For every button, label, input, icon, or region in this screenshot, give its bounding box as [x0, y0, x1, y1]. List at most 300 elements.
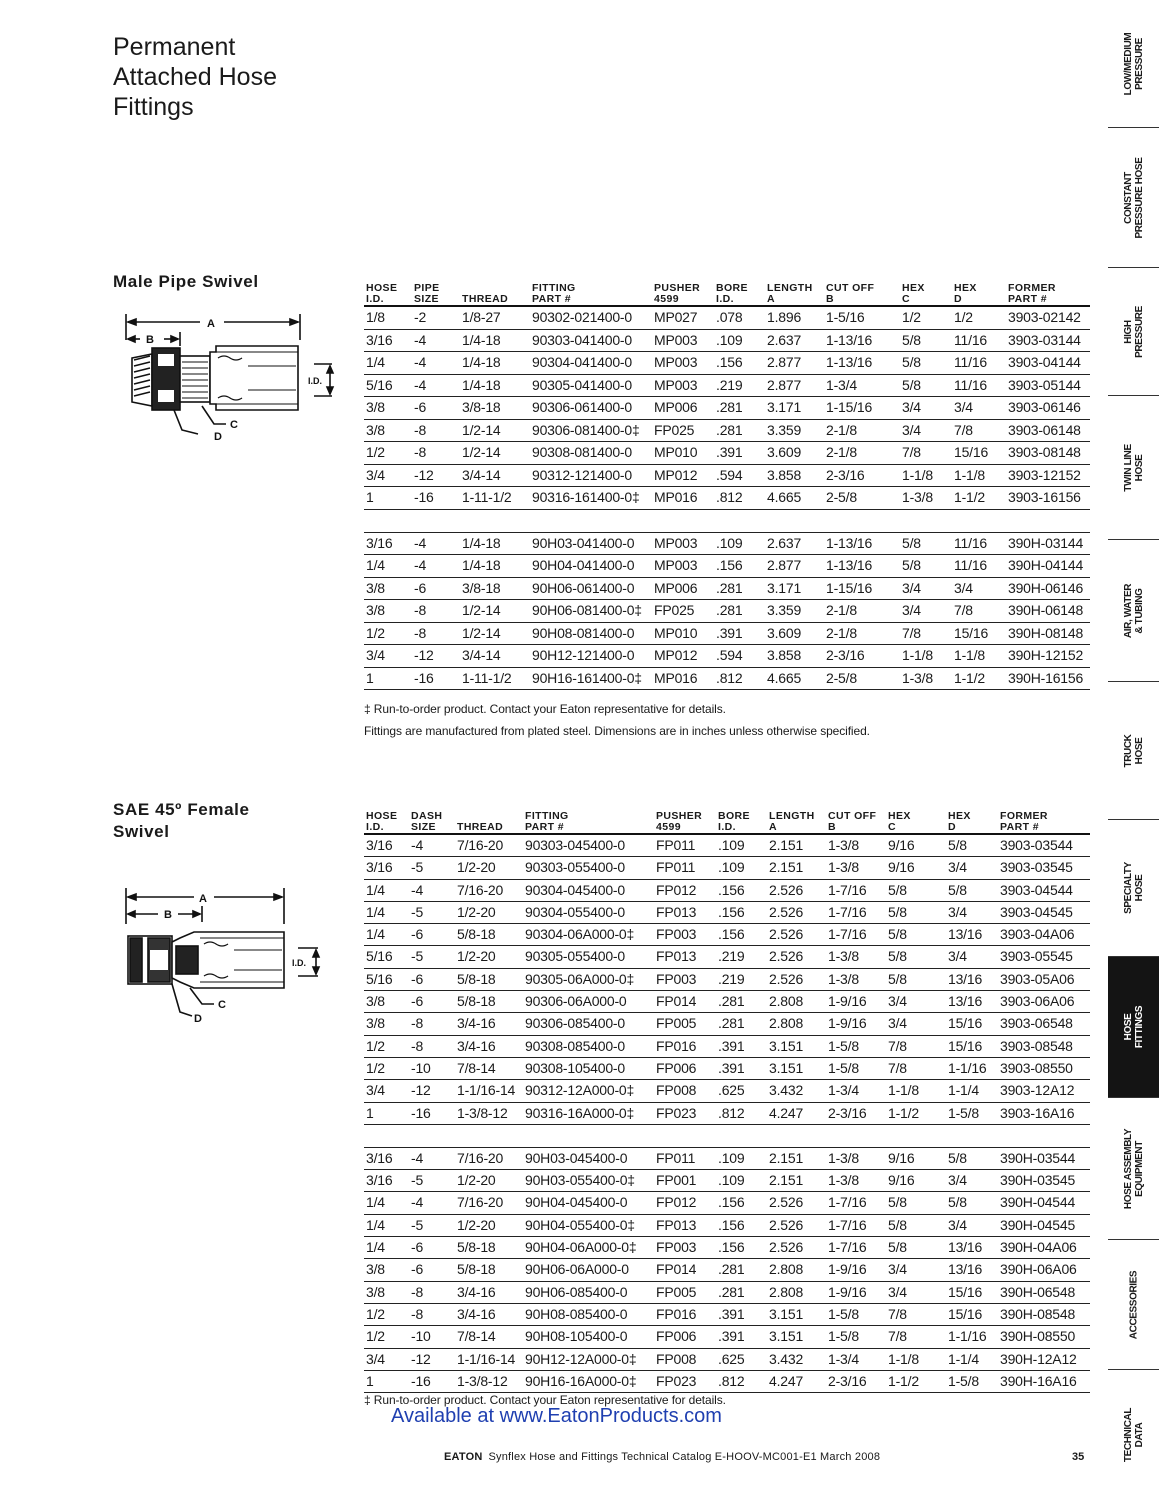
table-cell: 390H-03544 [998, 1147, 1090, 1169]
table-cell: 2.526 [767, 1214, 826, 1236]
table-row [364, 397, 1090, 420]
table-cell: 90H04-055400-0‡ [523, 1214, 654, 1236]
table-cell: -8 [412, 442, 460, 465]
table-cell: .078 [714, 306, 765, 329]
table-cell: 3903-04144 [1006, 352, 1090, 375]
table-cell: 3.151 [767, 1326, 826, 1348]
column-header: FITTING PART # [530, 283, 652, 306]
table-cell: 3903-05545 [998, 946, 1090, 968]
table-cell: 5/8-18 [455, 1259, 523, 1281]
table-cell: 2-3/16 [826, 1102, 886, 1124]
table-cell: 1-7/16 [826, 1214, 886, 1236]
table-cell: 5/8 [886, 901, 946, 923]
table-cell: 1-3/8-12 [455, 1370, 523, 1392]
table-cell: .219 [716, 946, 767, 968]
column-header: FORMER PART # [1006, 283, 1090, 306]
table-cell: 3/8 [364, 577, 412, 600]
table-row [364, 600, 1090, 623]
table-cell: 3/8-18 [460, 397, 530, 420]
table-cell: 390H-03144 [1006, 532, 1090, 555]
table-row [364, 1102, 1090, 1124]
table-cell: 5/8 [886, 879, 946, 901]
table-cell: 1/4 [364, 1214, 409, 1236]
table-cell: 90316-161400-0‡ [530, 487, 652, 510]
table-cell: 1-1/4 [946, 1080, 998, 1102]
table-cell: 1/2-20 [455, 1170, 523, 1192]
column-header: HOSE I.D. [364, 283, 412, 306]
table-cell: 1/2-20 [455, 901, 523, 923]
table-cell: -16 [409, 1370, 455, 1392]
table-cell: 15/16 [946, 1035, 998, 1057]
table-cell: .156 [716, 1237, 767, 1259]
table-cell: 390H-08148 [1006, 622, 1090, 645]
column-header: BORE I.D. [716, 811, 767, 834]
footer-brand: EATON [444, 1451, 483, 1463]
table-cell: 90H06-081400-0‡ [530, 600, 652, 623]
table-cell: 1-1/8 [900, 464, 952, 487]
table-cell: .109 [714, 329, 765, 352]
table-cell: -10 [409, 1057, 455, 1079]
section-title-line: Male Pipe Swivel [113, 272, 259, 291]
table-cell: 1 [364, 1370, 409, 1392]
table-cell: 1/8 [364, 306, 412, 329]
table-cell: -16 [409, 1102, 455, 1124]
table-cell: 3/16 [364, 329, 412, 352]
table-cell: 3.171 [765, 397, 824, 420]
table-cell: 90H08-085400-0 [523, 1303, 654, 1325]
column-header: HEX D [946, 811, 998, 834]
table-cell: 3/4 [900, 577, 952, 600]
table-cell: 90H16-161400-0‡ [530, 667, 652, 690]
dimension-label-b: B [164, 909, 172, 921]
table-cell: 2.877 [765, 352, 824, 375]
table-cell: 5/8 [900, 352, 952, 375]
table-cell: 7/8-14 [455, 1326, 523, 1348]
table-cell: 9/16 [886, 1147, 946, 1169]
group-spacer-row [364, 509, 1090, 532]
table-cell: 90303-041400-0 [530, 329, 652, 352]
table-cell: 1 [364, 1102, 409, 1124]
table-cell: 1-9/16 [826, 991, 886, 1013]
table-cell: 1/4-18 [460, 532, 530, 555]
table-cell: 7/16-20 [455, 1192, 523, 1214]
table-cell: 3.858 [765, 645, 824, 668]
table-cell: 3/8 [364, 397, 412, 420]
table-cell: 3903-06A06 [998, 991, 1090, 1013]
table-cell: 1-13/16 [824, 532, 900, 555]
table-cell: 1/4 [364, 352, 412, 375]
table-cell: 3903-05144 [1006, 374, 1090, 397]
table-cell: 90H06-085400-0 [523, 1281, 654, 1303]
table-cell: 7/8 [952, 419, 1006, 442]
table-cell: 1-11-1/2 [460, 487, 530, 510]
table-row [364, 532, 1090, 555]
table-cell: 1-5/8 [826, 1326, 886, 1348]
table-cell: -6 [409, 968, 455, 990]
table-row [364, 857, 1090, 879]
table-cell: 3903-06548 [998, 1013, 1090, 1035]
table-cell: 3903-06148 [1006, 419, 1090, 442]
table-cell: 1/4 [364, 924, 409, 946]
table-cell: 3903-04A06 [998, 924, 1090, 946]
table-cell: -6 [412, 397, 460, 420]
table-cell: .219 [716, 968, 767, 990]
table-cell: 1/4-18 [460, 352, 530, 375]
sidebar-tab-hose-fittings[interactable] [1108, 957, 1159, 1098]
table-cell: 1-5/16 [824, 306, 900, 329]
table-cell: 3903-05A06 [998, 968, 1090, 990]
table-cell: 5/8 [946, 879, 998, 901]
column-header: PIPE SIZE [412, 283, 460, 306]
table-cell: 90304-041400-0 [530, 352, 652, 375]
table-cell: 3/4 [364, 1080, 409, 1102]
table-cell: 1/8-27 [460, 306, 530, 329]
sidebar-tab-label: HOSE [1133, 874, 1145, 902]
table-cell: 1/4 [364, 879, 409, 901]
dimension-label-d: D [194, 1013, 202, 1025]
table-cell: 7/8 [900, 622, 952, 645]
table-cell: 1/4 [364, 1192, 409, 1214]
table-cell: 1/2-20 [455, 1214, 523, 1236]
table-cell: 11/16 [952, 532, 1006, 555]
table-cell: 90305-041400-0 [530, 374, 652, 397]
table-cell: -8 [409, 1303, 455, 1325]
table-cell: 1-3/8 [900, 487, 952, 510]
table-cell: 5/8 [900, 329, 952, 352]
column-header: LENGTH A [767, 811, 826, 834]
sidebar-tab-high-pressure[interactable] [1108, 268, 1159, 396]
table-cell: 1/2 [364, 1303, 409, 1325]
table-row [364, 1303, 1090, 1325]
table-cell: .109 [714, 532, 765, 555]
table-cell: FP013 [654, 1214, 716, 1236]
table-cell: 2.877 [765, 555, 824, 578]
table-cell: 2.526 [767, 924, 826, 946]
table-cell: -12 [412, 464, 460, 487]
table-cell: 3.151 [767, 1303, 826, 1325]
table-cell: 5/8-18 [455, 991, 523, 1013]
sidebar-tab-label: PRESSURE [1133, 305, 1145, 358]
availability-link[interactable]: Available at www.EatonProducts.com [391, 1405, 722, 1427]
table-cell: 390H-04544 [998, 1192, 1090, 1214]
table-row [364, 1192, 1090, 1214]
table-row [364, 352, 1090, 375]
sidebar-tab-constant-pressure-hose[interactable] [1108, 128, 1159, 268]
table-cell: FP001 [654, 1170, 716, 1192]
table-cell: 3.609 [765, 442, 824, 465]
sae-45-female-swivel-table [364, 811, 1090, 1393]
table-cell: 90H12-12A000-0‡ [523, 1348, 654, 1370]
table-cell: 5/8 [886, 1214, 946, 1236]
sidebar-tab-truck-hose[interactable] [1108, 682, 1159, 820]
table-cell: 1/2 [364, 442, 412, 465]
table-cell: 5/8-18 [455, 924, 523, 946]
table-row [364, 1080, 1090, 1102]
table-cell: 1/4-18 [460, 555, 530, 578]
table-cell: FP014 [654, 991, 716, 1013]
table-cell: FP003 [654, 968, 716, 990]
table-cell: 1-5/8 [826, 1303, 886, 1325]
table-cell: 5/8 [886, 968, 946, 990]
table-header-row [364, 811, 1090, 834]
table-cell: 13/16 [946, 1259, 998, 1281]
table-cell: 90303-055400-0 [523, 857, 654, 879]
footnote-run-to-order: ‡ Run-to-order product. Contact your Eaton representative for details. [364, 702, 726, 716]
dimension-label-c: C [218, 999, 226, 1011]
table-cell: .109 [716, 834, 767, 857]
table-cell: FP008 [654, 1348, 716, 1370]
table-cell: .109 [716, 857, 767, 879]
table-cell: 3/4-14 [460, 645, 530, 668]
table-cell: 3/8 [364, 419, 412, 442]
sidebar-tab-label: DATA [1133, 1422, 1145, 1448]
table-cell: 3903-04544 [998, 879, 1090, 901]
table-cell: MP027 [652, 306, 714, 329]
table-cell: -6 [409, 924, 455, 946]
sidebar-tab-low-medium-pressure[interactable] [1108, 0, 1159, 128]
table-cell: FP023 [654, 1370, 716, 1392]
table-cell: -6 [412, 577, 460, 600]
table-cell: 1-7/16 [826, 1237, 886, 1259]
table-cell: -4 [409, 1192, 455, 1214]
dimension-label-a: A [199, 893, 207, 905]
table-cell: -16 [412, 487, 460, 510]
table-cell: .391 [714, 442, 765, 465]
table-cell: .109 [716, 1170, 767, 1192]
sidebar-tab-label: ACCESSORIES [1128, 1270, 1139, 1339]
table-cell: 15/16 [952, 442, 1006, 465]
table-row [364, 419, 1090, 442]
table-cell: -12 [409, 1080, 455, 1102]
table-cell: -4 [409, 1147, 455, 1169]
sidebar-tab-twin-line-hose[interactable] [1108, 396, 1159, 540]
table-cell: 3/4-14 [460, 464, 530, 487]
table-row [364, 577, 1090, 600]
table-cell: 2.808 [767, 1013, 826, 1035]
column-header: FITTING PART # [523, 811, 654, 834]
table-cell: 3/8 [364, 991, 409, 1013]
column-header: THREAD [455, 811, 523, 834]
table-cell: 2.808 [767, 991, 826, 1013]
table-cell: 2.526 [767, 946, 826, 968]
table-cell: 3.151 [767, 1057, 826, 1079]
table-cell: 3903-06146 [1006, 397, 1090, 420]
table-cell: -8 [409, 1281, 455, 1303]
table-cell: 1/2-14 [460, 622, 530, 645]
table-cell: 3/16 [364, 1170, 409, 1192]
table-cell: 1/2 [364, 622, 412, 645]
table-cell: 1/2-14 [460, 419, 530, 442]
spacer-cell [364, 1124, 1090, 1147]
table-row [364, 968, 1090, 990]
table-cell: 3903-02142 [1006, 306, 1090, 329]
column-header: HOSE I.D. [364, 811, 409, 834]
table-cell: 5/16 [364, 968, 409, 990]
table-cell: .812 [716, 1102, 767, 1124]
table-cell: 1-1/8 [900, 645, 952, 668]
table-cell: 3903-08550 [998, 1057, 1090, 1079]
table-cell: 3903-08548 [998, 1035, 1090, 1057]
sidebar-tab-specialty-hose[interactable] [1108, 820, 1159, 957]
table-cell: 90306-081400-0‡ [530, 419, 652, 442]
table-cell: 3903-03144 [1006, 329, 1090, 352]
sidebar-tab-accessories[interactable] [1108, 1240, 1159, 1370]
table-cell: FP016 [654, 1303, 716, 1325]
table-cell: .156 [716, 1214, 767, 1236]
sidebar-tab-label: LOW/MEDIUM [1122, 32, 1134, 95]
table-cell: .625 [716, 1348, 767, 1370]
table-cell: 1-3/8 [826, 1170, 886, 1192]
table-cell: 1-1/16-14 [455, 1348, 523, 1370]
table-cell: 1-1/2 [886, 1370, 946, 1392]
table-cell: FP023 [654, 1102, 716, 1124]
table-cell: -4 [409, 834, 455, 857]
table-cell: 90H12-121400-0 [530, 645, 652, 668]
table-cell: 390H-04A06 [998, 1237, 1090, 1259]
table-cell: 390H-08550 [998, 1326, 1090, 1348]
table-cell: 3903-03544 [998, 834, 1090, 857]
table-cell: 2.877 [765, 374, 824, 397]
dimension-label-id: I.D. [308, 376, 323, 386]
table-cell: 390H-03545 [998, 1170, 1090, 1192]
table-cell: 3/4 [886, 1281, 946, 1303]
sidebar-tab-technical-data[interactable] [1108, 1370, 1159, 1500]
table-cell: 2.526 [767, 879, 826, 901]
table-cell: FP025 [652, 600, 714, 623]
page-title [113, 32, 277, 122]
table-cell: 1/2 [364, 1035, 409, 1057]
table-cell: 7/8-14 [455, 1057, 523, 1079]
table-cell: MP003 [652, 555, 714, 578]
table-cell: 1-3/4 [826, 1348, 886, 1370]
column-header: PUSHER 4599 [654, 811, 716, 834]
table-cell: 3/4 [886, 1013, 946, 1035]
table-row [364, 879, 1090, 901]
table-cell: 3/4 [946, 857, 998, 879]
table-row [364, 555, 1090, 578]
table-cell: .156 [716, 924, 767, 946]
table-cell: 390H-04144 [1006, 555, 1090, 578]
table-cell: 3/4 [900, 397, 952, 420]
table-cell: .109 [716, 1147, 767, 1169]
table-cell: FP025 [652, 419, 714, 442]
sidebar-tab-hose-assembly-equipment[interactable] [1108, 1098, 1159, 1240]
table-cell: 15/16 [952, 622, 1006, 645]
table-cell: 1/2-14 [460, 600, 530, 623]
table-cell: 7/8 [886, 1303, 946, 1325]
table-cell: -12 [412, 645, 460, 668]
column-header: DASH SIZE [409, 811, 455, 834]
table-cell: .156 [716, 879, 767, 901]
table-cell: 1-1/2 [952, 487, 1006, 510]
table-cell: 1-1/2 [952, 667, 1006, 690]
table-row [364, 924, 1090, 946]
table-cell: -6 [409, 991, 455, 1013]
table-cell: 5/8-18 [455, 968, 523, 990]
table-cell: 90312-12A000-0‡ [523, 1080, 654, 1102]
table-cell: .281 [716, 991, 767, 1013]
table-cell: .391 [716, 1035, 767, 1057]
table-cell: 90304-055400-0 [523, 901, 654, 923]
table-cell: 390H-12152 [1006, 645, 1090, 668]
table-cell: 7/8 [900, 442, 952, 465]
table-cell: 3/8 [364, 1013, 409, 1035]
table-cell: 1/4 [364, 901, 409, 923]
table-cell: -5 [409, 1214, 455, 1236]
table-cell: MP010 [652, 442, 714, 465]
table-cell: -4 [412, 374, 460, 397]
section-title-sae-45-female-swivel [113, 799, 250, 843]
table-cell: 1-15/16 [824, 577, 900, 600]
footnote-materials: Fittings are manufactured from plated steel. Dimensions are in inches unless otherwise specified. [364, 724, 870, 738]
table-row [364, 464, 1090, 487]
table-cell: 2-5/8 [824, 667, 900, 690]
dimension-label-a: A [207, 318, 215, 330]
table-cell: 13/16 [946, 924, 998, 946]
footnote-run-to-order: ‡ Run-to-order product. Contact your Eaton representative for details. [364, 1393, 726, 1407]
table-cell: 90306-061400-0 [530, 397, 652, 420]
table-cell: 90303-045400-0 [523, 834, 654, 857]
table-cell: 9/16 [886, 857, 946, 879]
table-cell: 1-1/8 [886, 1080, 946, 1102]
table-cell: 3/4-16 [455, 1035, 523, 1057]
table-cell: 90H04-06A000-0‡ [523, 1237, 654, 1259]
table-cell: .625 [716, 1080, 767, 1102]
table-cell: 5/8 [946, 1192, 998, 1214]
table-cell: -8 [412, 600, 460, 623]
table-cell: 1/4-18 [460, 329, 530, 352]
table-cell: 4.247 [767, 1370, 826, 1392]
table-cell: 5/8 [886, 924, 946, 946]
table-cell: 1-7/16 [826, 1192, 886, 1214]
table-cell: 2-5/8 [824, 487, 900, 510]
table-cell: FP016 [654, 1035, 716, 1057]
table-cell: 390H-06146 [1006, 577, 1090, 600]
footer-catalog-info: Synflex Hose and Fittings Technical Catalog E-HOOV-MC001-E1 March 2008 [488, 1451, 881, 1463]
table-cell: 2-1/8 [824, 442, 900, 465]
table-row [364, 1214, 1090, 1236]
sidebar-tab-air-water-tubing[interactable] [1108, 540, 1159, 682]
table-cell: 3/16 [364, 834, 409, 857]
table-row [364, 1348, 1090, 1370]
table-cell: 2.151 [767, 857, 826, 879]
table-cell: .391 [716, 1303, 767, 1325]
table-cell: 1-3/8 [826, 857, 886, 879]
table-cell: FP003 [654, 1237, 716, 1259]
table-cell: 5/16 [364, 946, 409, 968]
table-cell: 90H03-041400-0 [530, 532, 652, 555]
dimension-label-b: B [146, 334, 154, 346]
table-cell: 1-13/16 [824, 555, 900, 578]
table-cell: -4 [412, 555, 460, 578]
table-cell: MP003 [652, 329, 714, 352]
table-cell: 2.526 [767, 901, 826, 923]
table-cell: 3/8-18 [460, 577, 530, 600]
table-cell: FP005 [654, 1281, 716, 1303]
table-cell: 2.526 [767, 1237, 826, 1259]
table-cell: FP006 [654, 1057, 716, 1079]
table-cell: 1-1/8 [952, 464, 1006, 487]
page-number: 35 [1072, 1451, 1085, 1463]
table-cell: FP008 [654, 1080, 716, 1102]
table-cell: 390H-06148 [1006, 600, 1090, 623]
table-cell: 90306-085400-0 [523, 1013, 654, 1035]
table-cell: 5/8 [900, 374, 952, 397]
table-cell: -8 [412, 622, 460, 645]
table-cell: 11/16 [952, 555, 1006, 578]
table-cell: FP011 [654, 857, 716, 879]
section-title-male-pipe-swivel [113, 271, 259, 293]
